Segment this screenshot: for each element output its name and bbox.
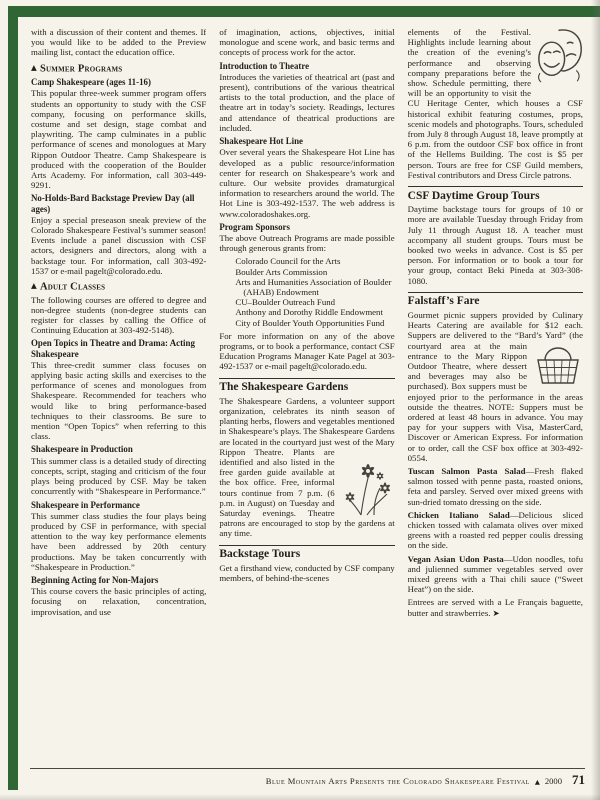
menu-item-desc: —Fresh flaked salmon tossed with penne pasta, roasted onions, feta and parsley. Served over mixed greens with sun-dried tomato dressing on the side. — [407, 466, 583, 507]
page-content — [31, 27, 583, 757]
heading-label: The Shakespeare Gardens — [219, 381, 349, 394]
paragraph: This course covers the basic principles of acting, focusing on relaxation, concentration, improvisation, and use — [31, 586, 207, 617]
menu-item — [408, 510, 583, 551]
paragraph: Enjoy a special preseason sneak preview of the Colorado Shakespeare Festival’s summer season! Events include a panel discussion with CSF actors, designers and directors, along with a backstage tour. For information, call 303-492-1537 or e-mail pagelt@colorado.edu. — [31, 214, 207, 276]
picnic-basket-illustration — [533, 342, 583, 388]
scan-edge-bottom — [0, 794, 600, 800]
subhead-beginning-acting: Beginning Acting for Non-Majors — [31, 574, 159, 585]
paragraph: Introduces the varieties of theatrical art (past and present), contributions of the various theatrical artists to the total production, and the place of theatre art in today’s society. Readings, lectures and attendance of theatrical productions are included. — [219, 71, 395, 133]
heading-label: Falstaff’s Fare — [407, 295, 480, 308]
sponsor-list — [227, 256, 394, 327]
picnic-basket-drawing — [533, 342, 583, 386]
paragraph: This summer class is a detailed study of directing concepts, script, staging and criticism of the four plays being produced by CSF. May be taken concurrently with “Shakespeare in Performance.” — [31, 455, 207, 497]
paragraph: This three-credit summer class focuses on applying basic acting skills and exercises to the performance of scenes and monologues from Shakespeare. Recommended for teachers who would like to bring performance-based techniques to their classrooms. Be sure to mention “Open Topics” when referring to this class. — [31, 359, 207, 442]
paragraph: Daytime backstage tours for groups of 10 or more are available Tuesday through Friday from July 11 through August 18. A teacher must accompany all student groups. Tours must be booked two weeks in advance. Cost is $5 per person. For information or to book a tour for your group, contact Beki Pineda at 303-308-1080. — [407, 204, 583, 286]
heading-rule — [408, 292, 583, 293]
page-border-top — [8, 6, 600, 17]
subhead-preview-day: No-Holds-Bard Backstage Preview Day (all ages) — [31, 193, 195, 214]
column-middle — [219, 27, 394, 757]
page-border-left — [8, 6, 18, 790]
sponsor-item: City of Boulder Youth Opportunities Fund — [235, 317, 385, 328]
scan-edge-right — [591, 0, 600, 800]
heading-label: Summer Programs — [39, 63, 123, 75]
paragraph-with-illustration — [219, 396, 394, 539]
subhead-camp-shakespeare: Camp Shakespeare (ages 11-16) — [31, 77, 151, 88]
subhead-introduction-to-theatre: Introduction to Theatre — [219, 60, 310, 71]
paragraph-text: Entrees are served with a Le Français baguette, butter and strawberries. — [407, 597, 583, 618]
page-footer — [30, 768, 585, 788]
continued-arrow-icon: ➤ — [492, 608, 500, 619]
paragraph: Over several years the Shakespeare Hot Line has developed as a public resource/information center for research on Shakespeare’s work and culture. Our website provides dramaturgical information to researchers around the world. The Hot Line is 303-492-1537. The web address is www.coloradoshakes.org. — [219, 147, 395, 219]
triangle-icon: ▲ — [31, 281, 37, 291]
heading-label: CSF Daytime Group Tours — [407, 189, 540, 202]
sponsor-item: Boulder Arts Commission — [235, 266, 328, 277]
paragraph: This summer class studies the four plays being produced by CSF in performance, with special attention to the way key performance elements have been addressed by 20th century productions. May be taken concurrently with “Shakespeare in Production.” — [31, 510, 207, 572]
paragraph: This popular three-week summer program offers students an opportunity to study with the CSF company, focusing on performance skills, costume and set design, stage combat and playwriting. The camp culminates in a public performance of scenes and monologues at Mary Rippon Outdoor Theatre. Camp Shakespeare is produced with the cooperation of the Boulder Arts Academy. For information, call 303-449-9291. — [31, 88, 207, 191]
heading-adult-classes — [31, 281, 206, 293]
menu-item — [408, 466, 583, 507]
paragraph: The above Outreach Programs are made possible through generous grants from: — [219, 232, 395, 254]
footer-imprint: Blue Mountain Arts Presents the Colorado Shakespeare Festival — [265, 776, 530, 786]
footer-year: 2000 — [544, 776, 562, 786]
column-left — [31, 27, 206, 757]
paragraph-text: Gourmet picnic suppers provided by Culinary Hearts Catering are available for $12 each. Suppers are delivered to the “Bard’s Yard” (the courtyard — [407, 309, 583, 351]
paragraph-text: Plants are identified and also listed in the free garden guide available at the box office. Free, informal tours continue from 7 p.m. (6 p.m. in August) on Tuesday and Saturday evenings. Theatre patrons are encouraged to stop by the gardens at any time. — [219, 446, 395, 539]
paragraph-text: area at the main entrance to the Mary Rippon Outdoor Theatre, where dessert and beverages may also be purchased). Box suppers must be enjoyed prior to the performance in the areas outside the theatres. NOTE: Suppers must be ordered at least 48 hours in advance. You may pay for your suppers with Visa, MasterCard, Discover or American Express. For information or to order, call the CSF box office at 303-492-0554. — [407, 340, 583, 463]
sponsor-item: Anthony and Dorothy Riddle Endowment — [235, 307, 383, 318]
flowers-illustration — [341, 448, 395, 518]
page-number: 71 — [572, 772, 585, 787]
heading-rule — [219, 545, 394, 546]
sponsor-item: CU–Boulder Outreach Fund — [235, 297, 336, 308]
heading-rule — [219, 378, 394, 379]
subhead-shakespeare-in-performance: Shakespeare in Performance — [31, 499, 140, 510]
section-heading-group-tours — [408, 186, 583, 202]
subhead-program-sponsors: Program Sponsors — [219, 221, 290, 232]
flowers-drawing — [341, 448, 395, 516]
heading-summer-programs — [31, 63, 206, 75]
menu-item — [408, 554, 583, 595]
paragraph — [408, 597, 583, 619]
sponsor-item: Arts and Humanities Association of Boulder (AHAB) Endowment — [235, 276, 392, 297]
subhead-shakespeare-hot-line: Shakespeare Hot Line — [219, 136, 303, 147]
triangle-icon: ▲ — [534, 778, 540, 786]
paragraph-text: elements of the Festival. Highlights include learning about the creation of the evening’s performance and observing company preparations before the show. Schedule permitting, there will be an opportunity to visit the CU Heritage Center, which houses a CSF historical exhibit featuring costumes, props, scenic models and photographs. Tours, scheduled from July 8 through August 18, leave promptly at 6 p.m. from the outdoor CSF box office in front of the Hellems Building. The cost is $5 per person. Tours are free for CSF Guild members, Festival contributors and Dress Circle patrons. — [407, 27, 583, 180]
continued-paragraph: with a discussion of their content and themes. If you would like to be added to the Preview mailing list, contact the education office. — [31, 27, 207, 58]
paragraph-text: The Shakespeare Gardens, a volunteer support organization, celebrates its ninth season of planting herbs, flowers and vegetables mentioned in Shakespeare’s plays. The Shakespeare Gardens are located in the courtyard just west of the Mary Rippon Theatre. — [219, 395, 395, 457]
heading-label: Backstage Tours — [219, 548, 301, 561]
comedy-tragedy-masks-illustration — [537, 27, 583, 87]
continued-paragraph: of imagination, actions, objectives, initial monologue and scene work, and basic terms and concepts of process work for the actor. — [219, 27, 395, 58]
subhead-shakespeare-in-production: Shakespeare in Production — [31, 444, 133, 455]
menu-item-desc: —Udon noodles, tofu and julienned summer vegetables served over mixed greens with a Thai chili sauce (“Sweet Heat”) on the side. — [407, 553, 583, 595]
comedy-tragedy-masks-drawing — [537, 27, 583, 85]
triangle-icon: ▲ — [31, 62, 37, 72]
paragraph: Get a firsthand view, conducted by CSF company members, of behind-the-scenes — [219, 562, 395, 583]
paragraph: For more information on any of the above programs, or to book a performance, contact CSF Education Programs Manager Kate Pagel at 303-492-1537 or e-mail pagelt@colorado.edu. — [219, 330, 395, 372]
section-heading-backstage-tours — [219, 545, 394, 561]
column-right — [408, 27, 583, 757]
menu-item-name: Vegan Asian Udon Pasta — [407, 553, 504, 564]
subhead-open-topics: Open Topics in Theatre and Drama: Acting Shakespeare — [31, 338, 195, 359]
menu-item-name: Tuscan Salmon Pasta Salad — [407, 466, 526, 476]
section-heading-shakespeare-gardens — [219, 378, 394, 394]
paragraph: The following courses are offered to degree and non-degree students (non-degree students can register for classes by calling the Office of Continuing Education at 303-492-5148). — [31, 294, 207, 336]
paragraph-with-illustration — [408, 27, 583, 180]
sponsor-item: Colorado Council for the Arts — [235, 256, 341, 267]
menu-item-desc: —Delicious sliced chicken tossed with calamata olives over mixed greens with a roasted red pepper coulis dressing on the side. — [407, 509, 583, 551]
menu-item-name: Chicken Italiano Salad — [407, 509, 510, 520]
heading-rule — [408, 186, 583, 187]
section-heading-falstaffs-fare — [408, 292, 583, 308]
heading-label: Adult Classes — [39, 281, 106, 293]
paragraph-with-illustration — [408, 310, 583, 463]
